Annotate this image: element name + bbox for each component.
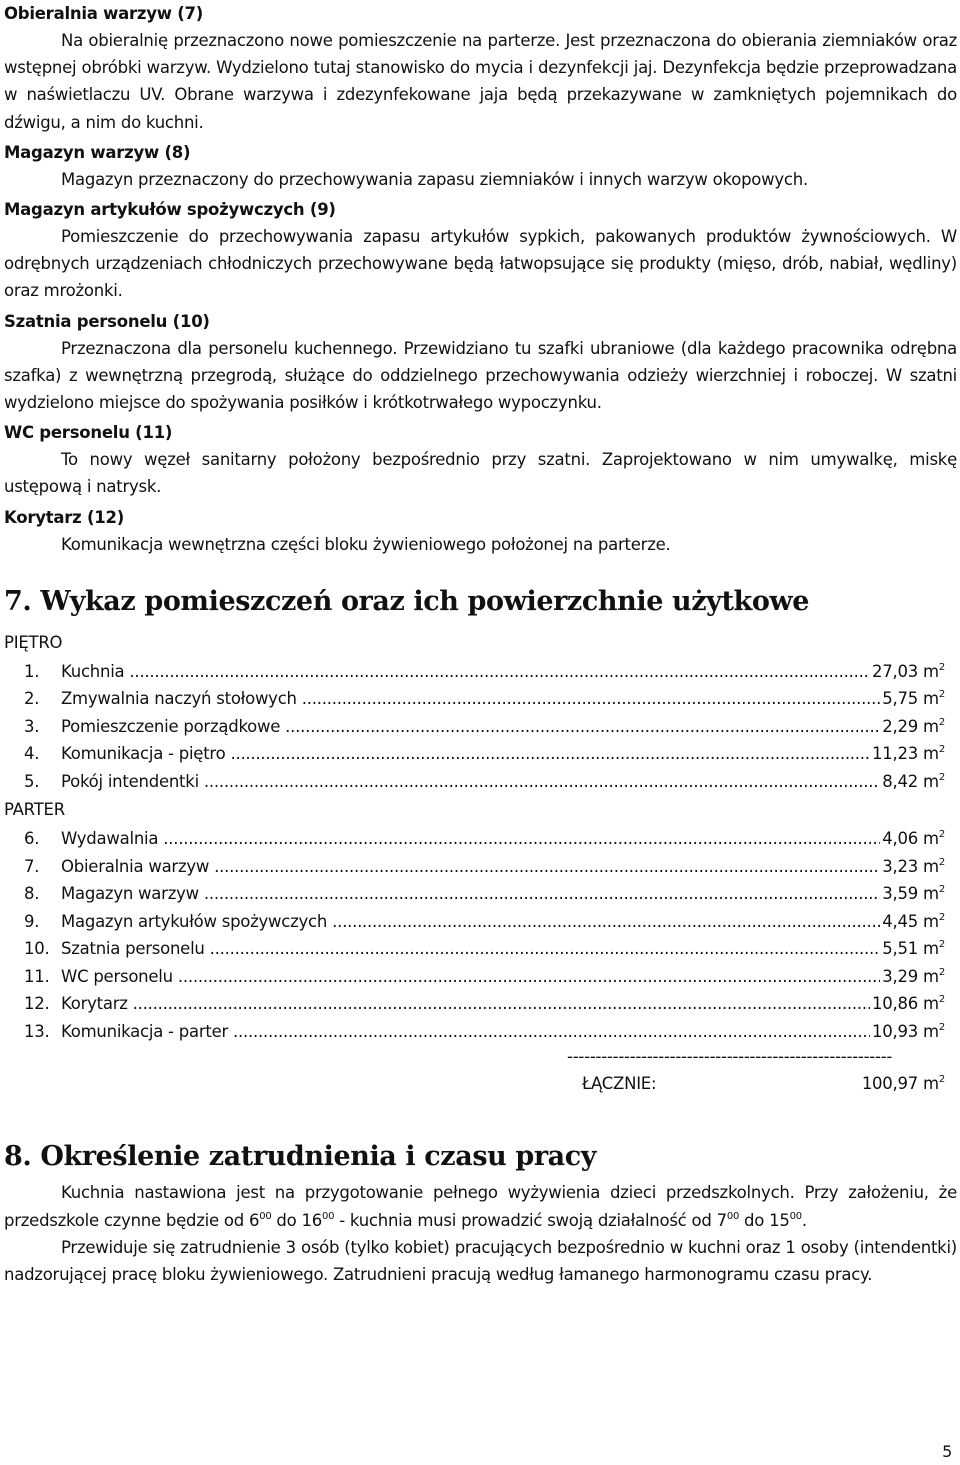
room-list-parter [4, 825, 957, 1045]
employment-paragraph-1: Kuchnia nastawiona jest na przygotowanie pełnego wyżywienia dzieci przedszkolnych. Przy założeniu, że przedszkole czynne będzie od $6^{00}$ do $16^{00}$ - kuchnia musi prowadzić swoją działalność od $7^{00}$ do $15^{00}$. [4, 1183, 957, 1230]
total-value: 100,97 [861, 1074, 919, 1094]
section-text-szatnia: Przeznaczona dla personelu kuchennego. Przewidziano tu szafki ubraniowe (dla każdego pracownika odrębna szafka) z wewnętrzną przegrodą, służące do oddzielnego przechowywania odzieży wierzchniej i roboczej. W szatni wydzielono miejsce do spożywania posiłków i krótkotrwałego wypoczynku. [4, 338, 957, 413]
room-name: Zmywalnia naczyń stołowych ..... [61, 685, 944, 713]
total-label: ŁĄCZNIE: [582, 1074, 657, 1094]
room-name: Obieralnia warzyw ..... [61, 853, 944, 881]
room-area: 4,06 $m^2$ [880, 825, 945, 853]
room-row [4, 713, 957, 741]
total-separator: --------------------------------------------------------- [567, 1047, 893, 1067]
room-number: 11. [24, 966, 50, 986]
total-value-wrap [862, 1069, 945, 1099]
room-name: Szatnia personelu ..... [61, 935, 944, 963]
room-row [4, 825, 957, 853]
section-title-szatnia: Szatnia personelu (10) [4, 311, 210, 331]
section-title-wc: WC personelu (11) [4, 423, 173, 443]
room-name: Pomieszczenie porządkowe ..... [61, 713, 944, 741]
section-text-magazyn-warzyw: Magazyn przeznaczony do przechowywania zapasu ziemniaków i innych warzyw okopowych. [61, 169, 808, 189]
room-row [4, 963, 957, 991]
room-row [4, 658, 957, 686]
group-label-pietro: PIĘTRO [4, 632, 63, 652]
room-row [4, 990, 957, 1018]
room-row [4, 740, 957, 768]
room-number: 2. [24, 689, 40, 709]
room-name: Komunikacja - piętro ..... [61, 740, 944, 768]
total-unit: m [923, 1074, 939, 1094]
room-area: 3,23 $m^2$ [880, 853, 945, 881]
room-number: 13. [24, 1021, 50, 1041]
section-title-magazyn-warzyw: Magazyn warzyw (8) [4, 142, 191, 162]
room-name: WC personelu ..... [61, 963, 944, 991]
room-name: Wydawalnia ..... [61, 825, 944, 853]
room-row [4, 853, 957, 881]
total-unit-exp: 2 [938, 1074, 945, 1086]
room-area: 2,29 $m^2$ [880, 713, 945, 741]
room-area: 27,03 $m^2$ [870, 658, 945, 686]
section-title-magazyn-artykulow: Magazyn artykułów spożywczych (9) [4, 200, 336, 220]
heading-employment: 8. Określenie zatrudnienia i czasu pracy [4, 1141, 597, 1173]
room-number: 4. [24, 744, 40, 764]
room-row [4, 768, 957, 796]
room-area: 5,51 $m^2$ [880, 935, 945, 963]
room-row [4, 935, 957, 963]
document-page [4, 0, 957, 1288]
room-area: 10,93 $m^2$ [870, 1018, 945, 1046]
section-text-wc: To nowy węzeł sanitarny położony bezpośrednio przy szatni. Zaprojektowano w nim umywalkę, miskę ustępową i natrysk. [4, 450, 957, 497]
section-title-korytarz: Korytarz (12) [4, 507, 125, 527]
room-row [4, 685, 957, 713]
room-row [4, 880, 957, 908]
room-name: Pokój intendentki ..... [61, 768, 944, 796]
page-number: 5 [942, 1442, 952, 1461]
room-area: 10,86 $m^2$ [870, 990, 945, 1018]
section-text-korytarz: Komunikacja wewnętrzna części bloku żywieniowego położonej na parterze. [61, 534, 671, 554]
room-number: 7. [24, 856, 40, 876]
total-row [4, 1069, 957, 1099]
room-name: Magazyn warzyw ..... [61, 880, 944, 908]
room-area: 11,23 $m^2$ [870, 740, 945, 768]
room-number: 5. [24, 771, 40, 791]
room-name: Korytarz ..... [61, 990, 944, 1018]
group-label-parter: PARTER [4, 800, 65, 820]
room-number: 10. [24, 939, 50, 959]
room-number: 12. [24, 994, 50, 1014]
room-name: Kuchnia ..... [61, 658, 944, 686]
room-row [4, 1018, 957, 1046]
heading-room-list: 7. Wykaz pomieszczeń oraz ich powierzchnie użytkowe [4, 585, 810, 617]
room-number: 8. [24, 884, 40, 904]
section-title-obieralnia: Obieralnia warzyw (7) [4, 4, 204, 23]
section-text-obieralnia: Na obieralnię przeznaczono nowe pomieszczenie na parterze. Jest przeznaczona do obierania ziemniaków oraz wstępnej obróbki warzyw. Wydzielono tutaj stanowisko do mycia i dezynfekcji jaj. Dezynfekcja będzie przeprowadzana w naświetlaczu UV. Obrane warzywa i zdezynfekowane jaja będą przekazywane w zamkniętych pojemnikach do dźwigu, a nim do kuchni. [4, 31, 957, 132]
room-number: 1. [24, 661, 40, 681]
room-area: 8,42 $m^2$ [880, 768, 945, 796]
room-area: 5,75 $m^2$ [880, 685, 945, 713]
room-name: Komunikacja - parter ..... [61, 1018, 944, 1046]
room-number: 6. [24, 829, 40, 849]
room-area: 3,59 $m^2$ [880, 880, 945, 908]
room-name: Magazyn artykułów spożywczych ..... [61, 908, 944, 936]
room-list-pietro [4, 658, 957, 796]
room-number: 9. [24, 911, 40, 931]
room-area: 4,45 $m^2$ [880, 908, 945, 936]
section-text-magazyn-artykulow: Pomieszczenie do przechowywania zapasu artykułów sypkich, pakowanych produktów żywnościowych. W odrębnych urządzeniach chłodniczych przechowywane będą łatwopsujące się produkty (mięso, drób, nabiał, wędliny) oraz mrożonki. [4, 227, 957, 301]
room-number: 3. [24, 716, 40, 736]
room-area: 3,29 $m^2$ [880, 963, 945, 991]
room-row [4, 908, 957, 936]
employment-section [4, 1179, 957, 1288]
employment-paragraph-2: Przewiduje się zatrudnienie 3 osób (tylko kobiet) pracujących bezpośrednio w kuchni oraz 1 osoby (intendentki) nadzorującej pracę bloku żywieniowego. Zatrudnieni pracują według łamanego harmonogramu czasu pracy. [4, 1237, 957, 1284]
